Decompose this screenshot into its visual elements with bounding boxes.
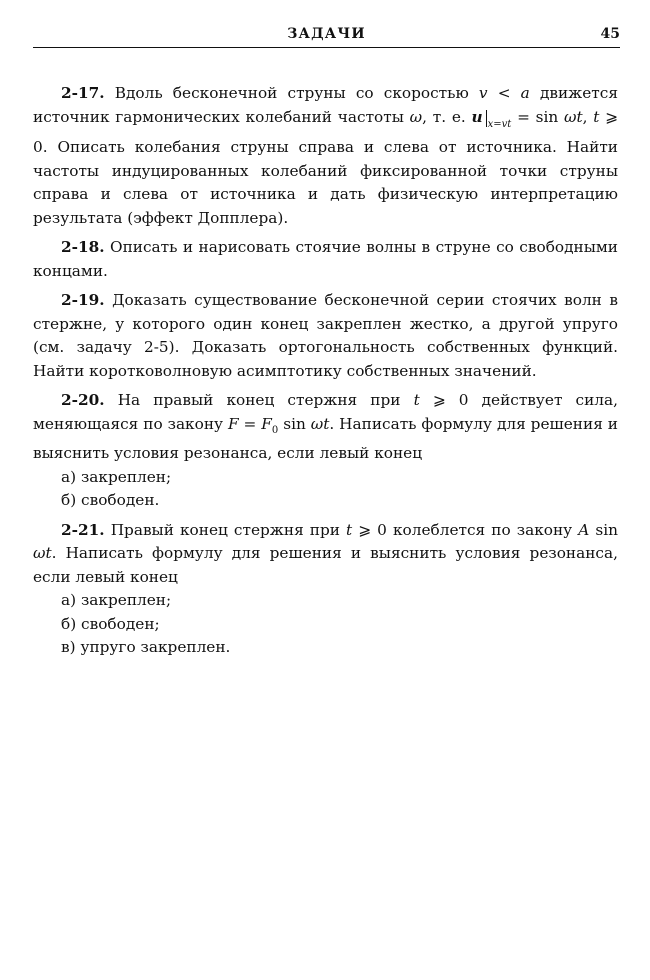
running-header [33,26,620,48]
header-title: ЗАДАЧИ [287,26,366,42]
problem-text: 2-18. Описать и нарисовать стоячие волны в струне со свободными концами. [33,238,618,280]
problem-2-17 [33,82,618,230]
problem-text: 2-21. Правый конец стержня при t ⩾ 0 колеблется по закону A sin ωt. Написать формулу для решения и выяснить условия резонанса, если левый конец [33,520,618,586]
problem-text: 2-17. Вдоль бесконечной струны со скоростью v < a движется источник гармонических колебаний частоты ω, т. е. u $_{x=vt}$ = sin ωt, t ⩾ 0. Описать колебания струны справа и слева от источника. Найти частоты индуцированных колебаний фиксированной точки струны справа и слева от источника и дать физическую интерпретацию результата (эффект Допплера). [33,84,618,227]
problem-2-20 [33,389,618,513]
header-rule [33,47,620,48]
problem-number: 2-17. [61,84,105,102]
option-item: а) закреплен; [61,591,172,610]
problem-number: 2-19. [61,291,105,309]
problem-number: 2-20. [61,391,105,409]
problem-number: 2-21. [61,520,105,539]
problem-2-19 [33,289,618,383]
problem-text: 2-20. На правый конец стержня при t ⩾ 0 действует сила, меняющаяся по закону $F = F_0$ sin ωt. Написать формулу для решения и выяснить условия резонанса, если левый конец [33,391,618,463]
problem-2-21 [33,519,618,660]
page-number: 45 [600,26,620,42]
option-item: б) свободен. [61,491,160,510]
problem-number: 2-18. [61,238,105,256]
option-item: а) закреплен; [61,467,172,486]
problem-text: 2-19. Доказать существование бесконечной серии стоячих волн в стержне, у которого один конец закреплен жестко, а другой упруго (см. задачу 2-5). Доказать ортогональность собственных функций. Найти коротковолновую асимптотику собственных значений. [33,291,618,380]
problem-2-18 [33,236,618,283]
option-item: б) свободен; [61,614,160,633]
problems-list [33,82,618,666]
option-item: в) упруго закреплен. [61,638,231,657]
